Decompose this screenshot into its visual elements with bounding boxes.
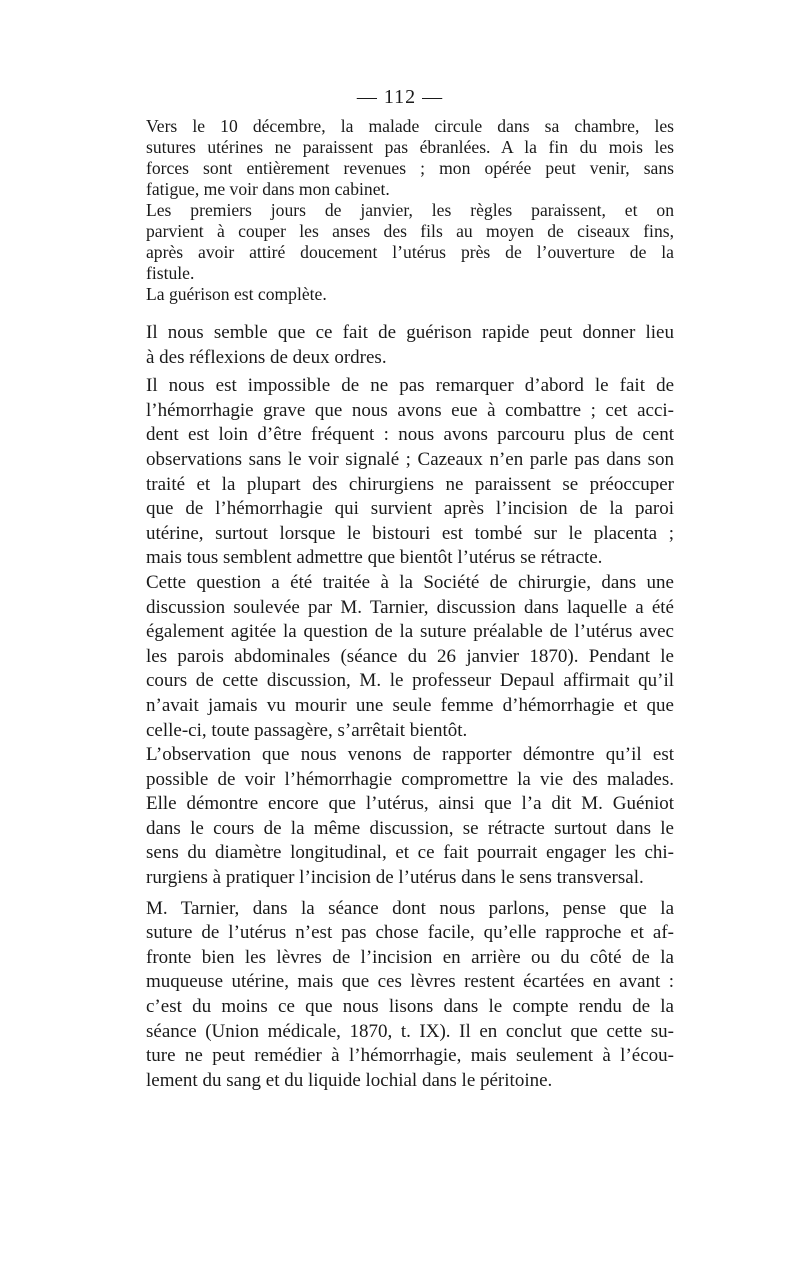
text-line: que de l’hémorrhagie qui survient après l’incision de la paroi	[146, 498, 674, 520]
text-line: ture ne peut remédier à l’hémorrhagie, mais seulement à l’écou-	[146, 1045, 674, 1067]
text-line: séance (Union médicale, 1870, t. IX). Il en conclut que cette su-	[146, 1020, 674, 1042]
text-line: sens du diamètre longitudinal, et ce fait pourrait engager les chi-	[146, 842, 674, 864]
text-line: discussion soulevée par M. Tarnier, discussion dans laquelle a été	[146, 596, 674, 618]
paragraph-p4	[146, 321, 674, 370]
text-line: sutures utérines ne paraissent pas ébranlées. A la fin du mois les	[146, 137, 674, 157]
paragraph-p5	[146, 374, 674, 571]
text-line: fatigue, me voir dans mon cabinet.	[146, 179, 390, 199]
paragraph-gap	[146, 305, 674, 321]
text-line: n’avait jamais vu mourir une seule femme d’hémorrhagie et que	[146, 694, 674, 716]
text-line: les parois abdominales (séance du 26 janvier 1870). Pendant le	[146, 645, 674, 667]
text-line: Il nous est impossible de ne pas remarquer d’abord le fait de	[146, 375, 674, 397]
text-line: lement du sang et du liquide lochial dans le péritoine.	[146, 1069, 553, 1091]
paragraph-p7	[146, 743, 674, 891]
text-line: Cette question a été traitée à la Société de chirurgie, dans une	[146, 571, 674, 593]
text-line: muqueuse utérine, mais que ces lèvres restent écartées en avant :	[146, 971, 674, 993]
text-line: Elle démontre encore que l’utérus, ainsi que l’a dit M. Guéniot	[146, 793, 674, 815]
text-line: celle-ci, toute passagère, s’arrêtait bientôt.	[146, 719, 468, 741]
text-line: La guérison est complète.	[146, 284, 327, 304]
paragraph-p1	[146, 116, 674, 200]
text-line: l’hémorrhagie grave que nous avons eue à combattre ; cet acci-	[146, 399, 674, 421]
text-line: utérine, surtout lorsque le bistouri est tombé sur le placenta ;	[146, 522, 674, 544]
text-line: dent est loin d’être fréquent : nous avons parcouru plus de cent	[146, 424, 674, 446]
text-line: possible de voir l’hémorrhagie compromettre la vie des malades.	[146, 768, 674, 790]
text-line: à des réflexions de deux ordres.	[146, 346, 387, 368]
paragraph-p3	[146, 284, 674, 305]
text-line: Vers le 10 décembre, la malade circule dans sa chambre, les	[146, 116, 674, 136]
text-line: rurgiens à pratiquer l’incision de l’utérus dans le sens transversal.	[146, 867, 644, 889]
text-line: après avoir attiré doucement l’utérus près de l’ouverture de la	[146, 242, 674, 262]
text-line: également agitée la question de la suture préalable de l’utérus avec	[146, 621, 674, 643]
text-line: suture de l’utérus n’est pas chose facile, qu’elle rapproche et af-	[146, 922, 674, 944]
paragraph-p2	[146, 200, 674, 284]
text-line: Il nous semble que ce fait de guérison rapide peut donner lieu	[146, 322, 674, 343]
text-line: observations sans le voir signalé ; Cazeaux n’en parle pas dans son	[146, 448, 674, 470]
text-line: forces sont entièrement revenues ; mon opérée peut venir, sans	[146, 158, 674, 178]
page-number: — 112 —	[356, 86, 444, 108]
text-line: M. Tarnier, dans la séance dont nous parlons, pense que la	[146, 897, 674, 919]
text-line: cours de cette discussion, M. le professeur Depaul affirmait qu’il	[146, 670, 674, 692]
text-line: c’est du moins ce que nous lisons dans le compte rendu de la	[146, 996, 674, 1018]
text-line: mais tous semblent admettre que bientôt l’utérus se rétracte.	[146, 547, 603, 569]
body-text	[146, 116, 674, 1093]
text-line: fistule.	[146, 263, 195, 283]
text-line: parvient à couper les anses des fils au moyen de ciseaux fins,	[146, 221, 674, 241]
paragraph-p6	[146, 571, 674, 743]
text-line: L’observation que nous venons de rapporter démontre qu’il est	[146, 744, 674, 766]
text-line: Les premiers jours de janvier, les règles paraissent, et on	[146, 200, 674, 220]
text-line: fronte bien les lèvres de l’incision en arrière ou du côté de la	[146, 946, 674, 968]
paragraph-p8	[146, 897, 674, 1094]
text-line: traité et la plupart des chirurgiens ne paraissent se préoccuper	[146, 473, 674, 495]
text-line: dans le cours de la même discussion, se rétracte surtout dans le	[146, 817, 674, 839]
